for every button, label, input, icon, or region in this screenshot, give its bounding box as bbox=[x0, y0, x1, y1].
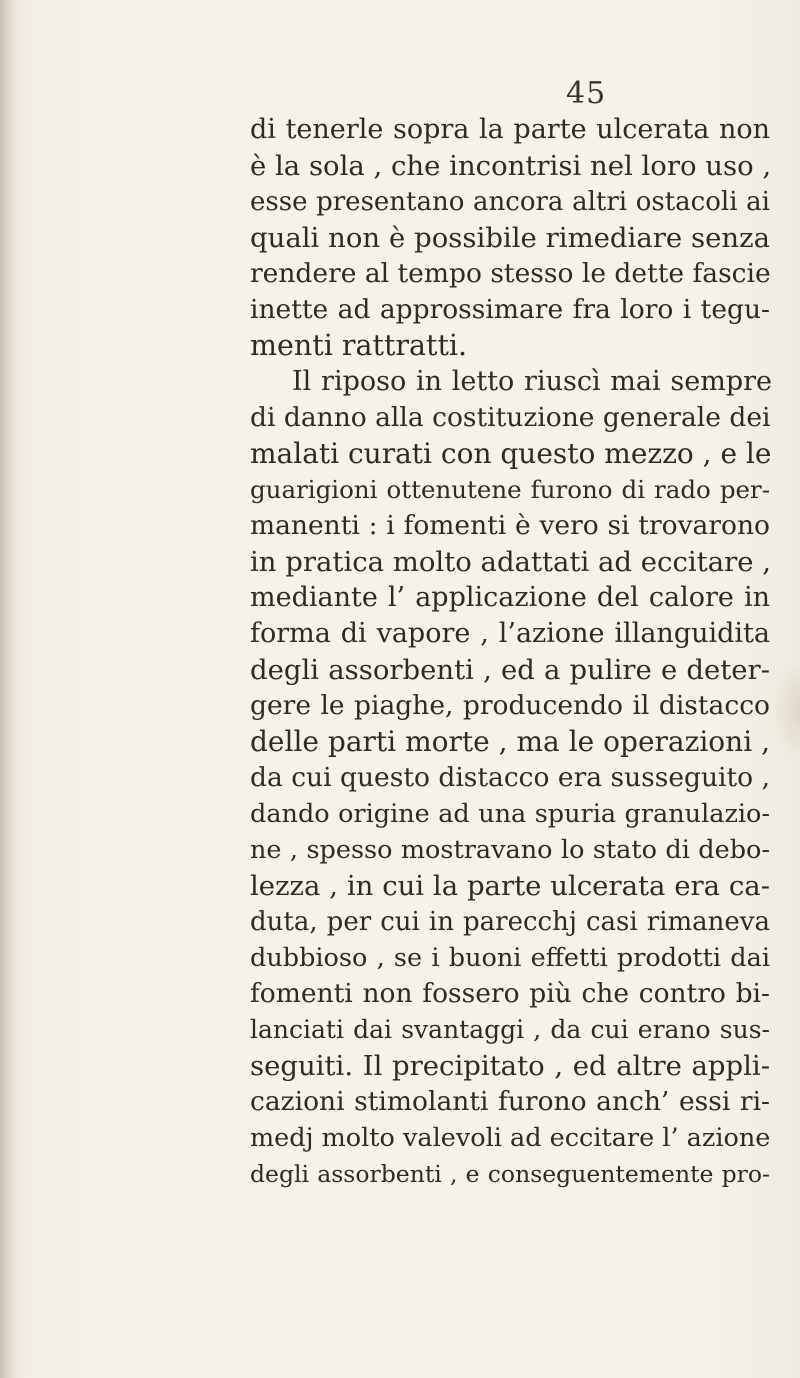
text-line: ne , spesso mostravano lo stato di debo- bbox=[250, 835, 770, 865]
text-line: lanciati dai svantaggi , da cui erano sus- bbox=[250, 1015, 770, 1044]
page-edge-stain bbox=[772, 660, 800, 760]
text-line: forma di vapore , l’azione illanguidita bbox=[250, 618, 770, 649]
text-line: delle parti morte , ma le operazioni , bbox=[250, 725, 770, 758]
page-number: 45 bbox=[566, 76, 607, 111]
text-line: di danno alla costituzione generale dei bbox=[250, 402, 771, 433]
text-line: è la sola , che incontrisi nel loro uso , bbox=[250, 150, 772, 182]
text-line: degli assorbenti , ed a pulire e deter- bbox=[250, 654, 770, 686]
text-line: duta, per cui in parecchj casi rimaneva bbox=[250, 907, 770, 937]
text-line: malati curati con questo mezzo , e le bbox=[250, 437, 772, 470]
text-line: lezza , in cui la parte ulcerata era ca- bbox=[250, 870, 770, 902]
text-line: inette ad approssimare fra loro i tegu- bbox=[250, 294, 770, 325]
text-line: guarigioni ottenutene furono di rado per- bbox=[250, 475, 770, 504]
text-line: quali non è possibile rimediare senza bbox=[250, 222, 770, 254]
text-line: esse presentano ancora altri ostacoli ai bbox=[250, 187, 770, 217]
paragraph-first-line: Il riposo in letto riuscì mai sempre bbox=[292, 366, 772, 397]
text-line: degli assorbenti , e conseguentemente pro- bbox=[250, 1160, 770, 1188]
text-line: di tenerle sopra la parte ulcerata non bbox=[250, 114, 770, 145]
text-line: gere le piaghe, producendo il distacco bbox=[250, 690, 770, 721]
text-line: da cui questo distacco era susseguito , bbox=[250, 762, 770, 793]
text-line: seguiti. Il precipitato , ed altre appli- bbox=[250, 1050, 770, 1082]
text-line: rendere al tempo stesso le dette fascie bbox=[250, 258, 771, 289]
text-line: medj molto valevoli ad eccitare l’ azione bbox=[250, 1123, 771, 1153]
text-line: fomenti non fossero più che contro bi- bbox=[250, 978, 770, 1009]
page-gutter-shadow bbox=[0, 0, 18, 1378]
text-line: menti rattratti. bbox=[250, 329, 468, 362]
text-line: cazioni stimolanti furono anch’ essi ri- bbox=[250, 1086, 770, 1117]
text-line: dando origine ad una spuria granulazio- bbox=[250, 799, 770, 829]
text-line: in pratica molto adattati ad eccitare , bbox=[250, 546, 771, 578]
text-line: mediante l’ applicazione del calore in bbox=[250, 582, 770, 613]
text-line: manenti : i fomenti è vero si trovarono bbox=[250, 510, 770, 541]
text-line: dubbioso , se i buoni effetti prodotti dai bbox=[250, 943, 770, 973]
